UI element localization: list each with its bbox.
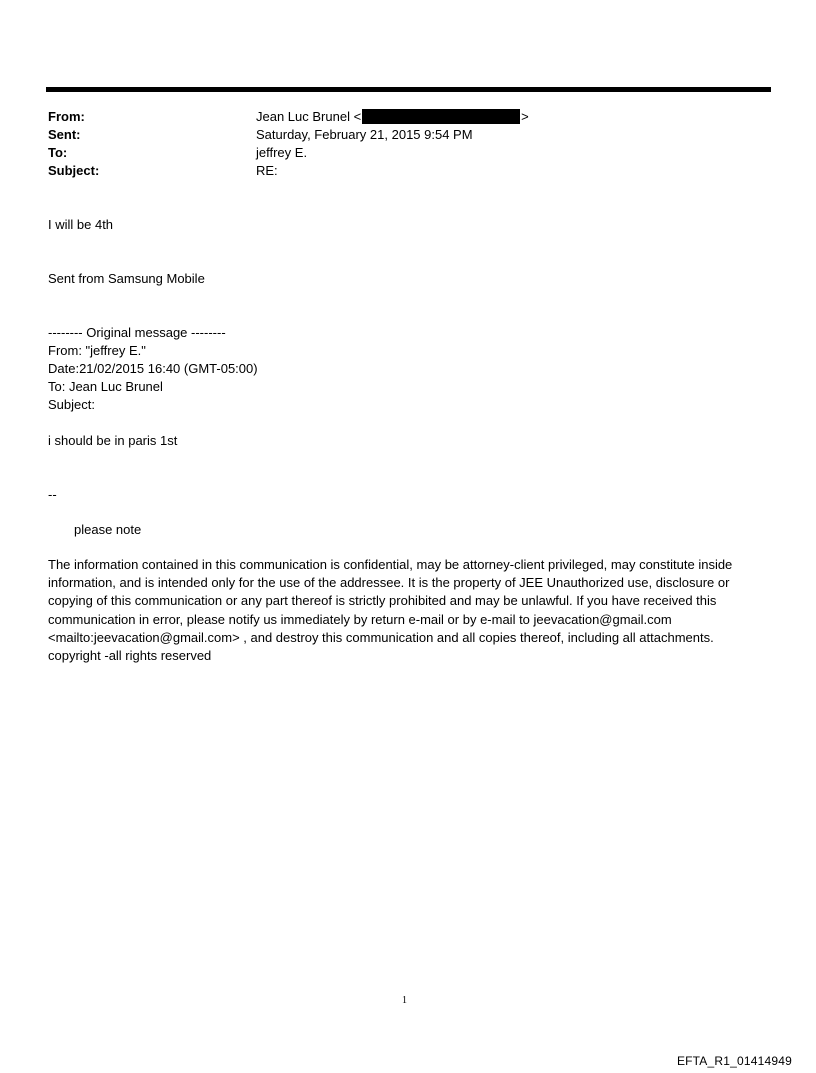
original-date: Date:21/02/2015 16:40 (GMT-05:00) [48, 361, 258, 376]
confidentiality-disclaimer: The information contained in this communication is confidential, may be attorney-client privileged, may constitute inside information, and is intended only for the use of the addressee. It is the property of JEE Unauthorized use, disclosure or copying of this communication or any part thereof is strictly prohibited and may be unlawful. If you have received this communication in error, please notify us immediately by return e-mail or by e-mail to jeevacation@gmail.com <mailto:jeevacation@gmail.com> , and destroy this communication and all copies thereof, including all attachments. copyright -all rights reserved [48, 557, 733, 664]
original-from: From: "jeffrey E." [48, 343, 146, 358]
header-rule [46, 87, 771, 92]
sent-label: Sent: [48, 127, 81, 142]
original-subject: Subject: [48, 397, 95, 412]
to-value: jeffrey E. [256, 145, 308, 160]
from-suffix: > [521, 109, 529, 124]
original-to: To: Jean Luc Brunel [48, 379, 163, 394]
email-header [48, 108, 748, 180]
signature-dash: -- [48, 487, 57, 502]
original-message-text: i should be in paris 1st [48, 433, 178, 448]
to-row [48, 144, 748, 162]
from-value [256, 108, 529, 126]
subject-value: RE: [256, 163, 278, 178]
sent-row [48, 126, 748, 144]
reply-text: I will be 4th [48, 217, 114, 232]
original-message [48, 324, 258, 414]
from-label: From: [48, 109, 85, 124]
original-divider: -------- Original message -------- [48, 325, 226, 340]
redaction-block [362, 109, 520, 124]
from-name: Jean Luc Brunel < [256, 109, 362, 124]
subject-label: Subject: [48, 163, 100, 178]
sent-value: Saturday, February 21, 2015 9:54 PM [256, 127, 473, 142]
please-note: please note [74, 522, 142, 537]
from-row [48, 108, 748, 126]
mobile-signature: Sent from Samsung Mobile [48, 271, 205, 286]
bates-number: EFTA_R1_01414949 [676, 1054, 792, 1068]
subject-row [48, 162, 748, 180]
to-label: To: [48, 145, 68, 160]
page-number: 1 [402, 995, 407, 1006]
